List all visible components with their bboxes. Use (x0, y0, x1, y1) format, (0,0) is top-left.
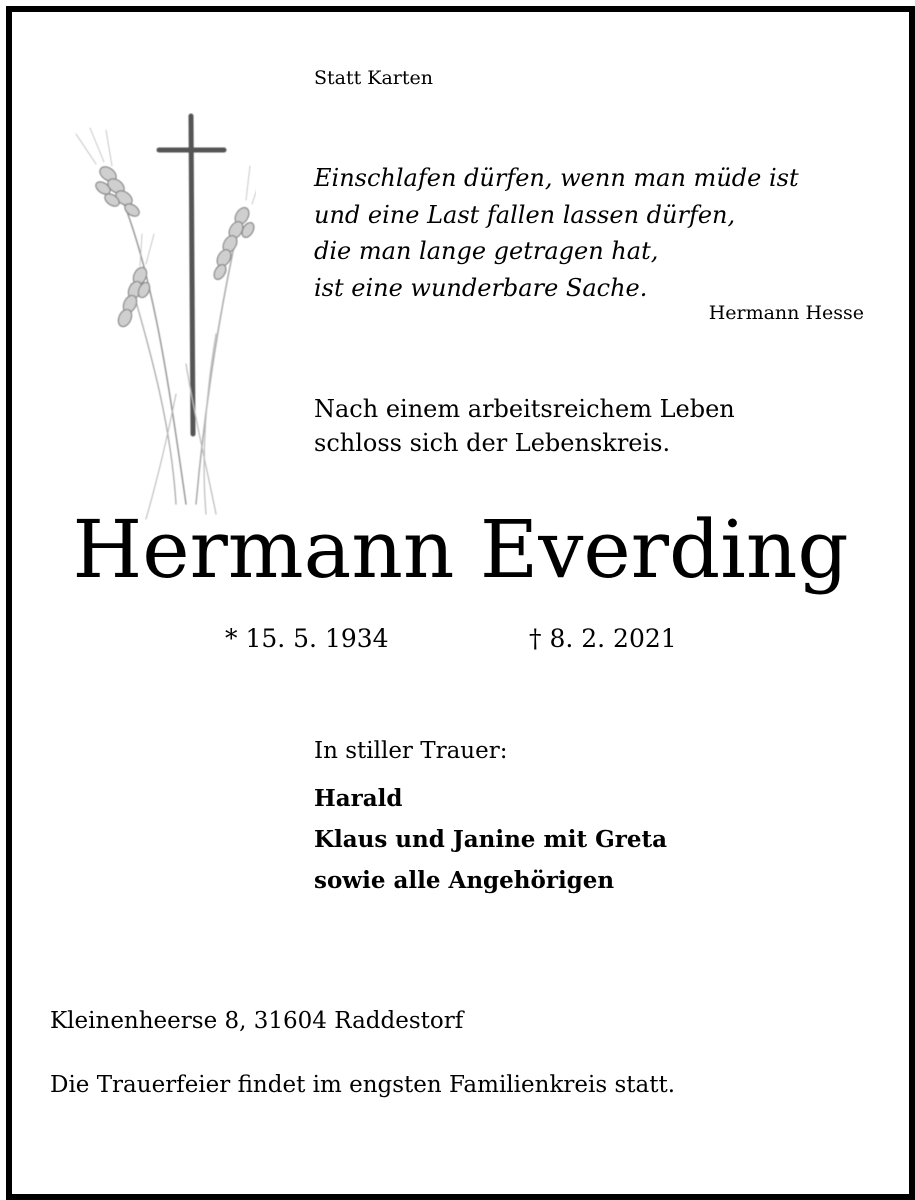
mourners-intro: In stiller Trauer: (314, 738, 508, 764)
obituary-frame (6, 6, 915, 1200)
intro-line: Nach einem arbeitsreichem Leben (314, 395, 735, 423)
mourner-entry: Klaus und Janine mit Greta (314, 826, 668, 853)
intro-line: schloss sich der Lebenskreis. (314, 429, 671, 457)
intro-text (314, 392, 735, 460)
birth-date: * 15. 5. 1934 (225, 624, 389, 653)
poem-line: ist eine wunderbare Sache. (314, 273, 648, 302)
header-note: Statt Karten (314, 67, 434, 89)
poem-line: und eine Last fallen lassen dürfen, (314, 200, 736, 229)
poem-line: Einschlafen dürfen, wenn man müde ist (314, 164, 799, 192)
mourners-list (314, 778, 667, 901)
mourner-entry: sowie alle Angehörigen (314, 867, 615, 894)
mourner-entry: Harald (314, 785, 403, 812)
poem (314, 160, 799, 306)
address: Kleinenheerse 8, 31604 Raddestorf (50, 1008, 464, 1034)
poem-author: Hermann Hesse (708, 302, 864, 324)
funeral-note: Die Trauerfeier findet im engsten Familienkreis statt. (50, 1072, 676, 1098)
deceased-name: Hermann Everding (72, 503, 849, 596)
poem-line: die man lange getragen hat, (314, 237, 659, 265)
death-date: † 8. 2. 2021 (529, 624, 677, 653)
cross-with-wheat-icon (56, 104, 256, 524)
